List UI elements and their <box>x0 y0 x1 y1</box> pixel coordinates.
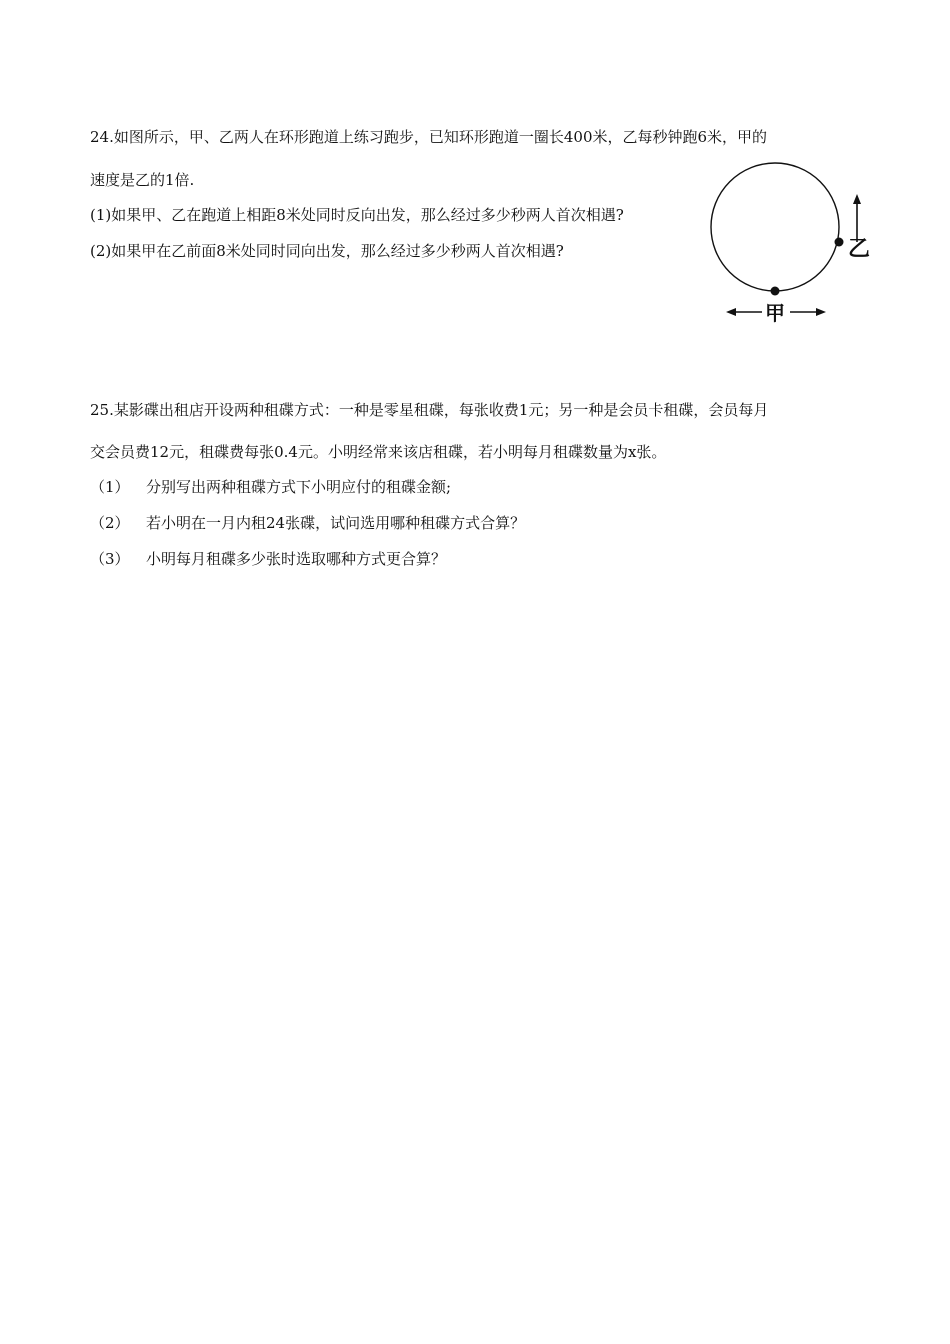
q25-part-3 <box>90 549 446 569</box>
circular-track-figure <box>700 150 880 330</box>
jia-label: 甲 <box>765 301 785 325</box>
q25-part-text: 若小明在一月内租24张碟，试问选用哪种租碟方式合算？ <box>146 514 526 532</box>
yi-position-dot <box>835 238 844 247</box>
q25-part-2 <box>90 513 525 533</box>
q25-line-2: 交会员费12元，租碟费每张0.4元。小明经常来该店租碟，若小明每月租碟数量为x张。 <box>90 443 667 461</box>
q24-part-2: (2)如果甲在乙前面8米处同时同向出发，那么经过多少秒两人首次相遇? <box>90 242 564 260</box>
q25-part-text: 小明每月租碟多少张时选取哪种方式更合算？ <box>146 550 447 568</box>
jia-position-dot <box>771 287 780 296</box>
q25-part-1 <box>90 477 451 497</box>
q25-part-number: （1） <box>90 478 130 496</box>
yi-direction-arrow-head <box>853 194 861 204</box>
q24-part-1: (1)如果甲、乙在跑道上相距8米处同时反向出发，那么经过多少秒两人首次相遇? <box>90 206 624 224</box>
yi-label: 乙 <box>848 237 871 262</box>
q24-line-1: 24.如图所示，甲、乙两人在环形跑道上练习跑步，已知环形跑道一圈长400米，乙每秒钟跑6米，甲的 <box>90 128 768 146</box>
q25-part-number: （2） <box>90 514 130 532</box>
q25-part-number: （3） <box>90 550 130 568</box>
jia-left-arrow-head <box>726 308 736 316</box>
track-circle <box>711 163 839 291</box>
q25-part-text: 分别写出两种租碟方式下小明应付的租碟金额; <box>146 478 452 496</box>
jia-right-arrow-head <box>816 308 826 316</box>
q24-line-2: 速度是乙的1倍. <box>90 171 195 189</box>
q25-line-1: 25.某影碟出租店开设两种租碟方式：一种是零星租碟，每张收费1元；另一种是会员卡租碟，会员每月 <box>90 401 769 419</box>
